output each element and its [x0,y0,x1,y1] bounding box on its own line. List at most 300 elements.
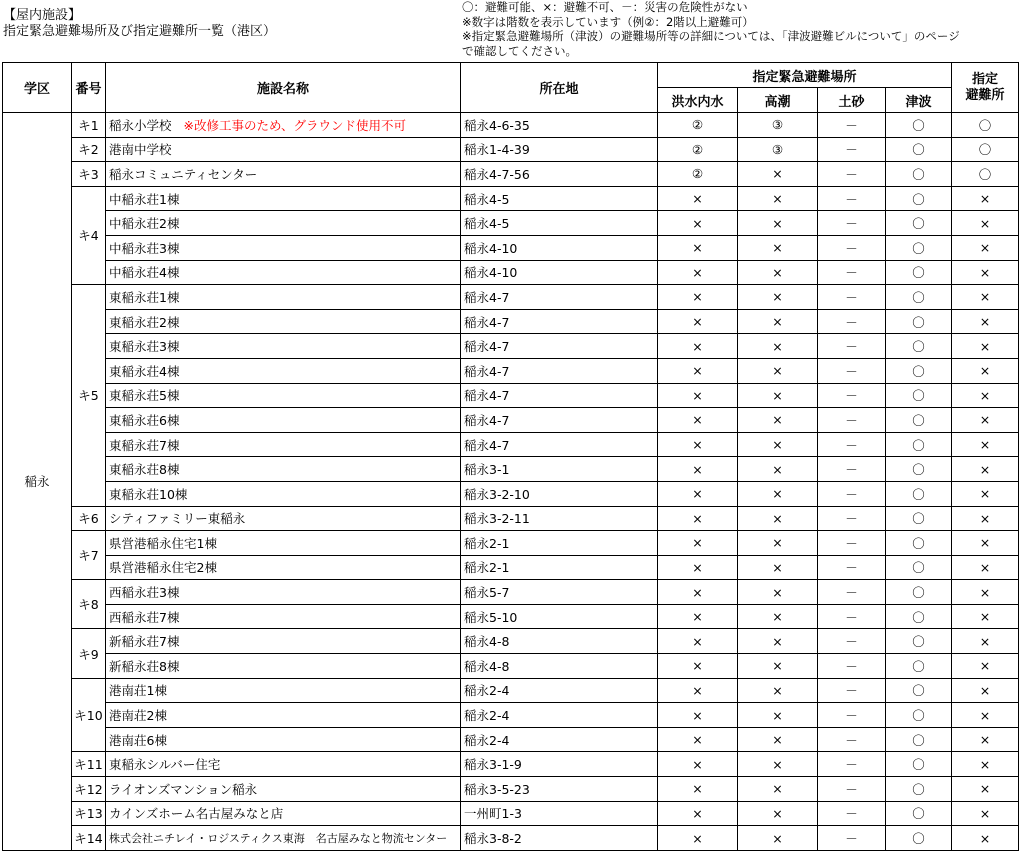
legend-note: で確認してください。 [462,43,577,58]
col-storm-surge-header: 高潮 [738,88,818,113]
flood-cell: × [658,186,738,211]
address-cell: 稲永2-4 [461,703,658,728]
landslide-cell: － [818,580,886,605]
landslide-cell: － [818,457,886,482]
landslide-cell: － [818,703,886,728]
table-row [3,703,1019,728]
facility-name: 東稲永荘6棟 [109,412,180,428]
facility-name: 中稲永荘2棟 [109,216,180,232]
facility-name: 西稲永荘3棟 [109,585,180,601]
facility-name: 中稲永荘1棟 [109,191,180,207]
legend-note: ※指定緊急避難場所（津波）の避難場所等の詳細については、「津波避難ビルについて」のページ [462,29,960,44]
landslide-cell: － [818,506,886,531]
storm-surge-cell: × [738,260,818,285]
col-number-header: 番号 [72,63,106,113]
facility-name-cell [106,703,461,728]
designated-shelter-cell: × [952,408,1019,433]
shelter-header-line2: 避難所 [965,87,1005,103]
storm-surge-cell: × [738,285,818,310]
facility-name: 東稲永荘2棟 [109,314,180,330]
facility-name: 港南荘2棟 [109,708,167,724]
storm-surge-cell: ③ [738,113,818,138]
flood-cell: × [658,358,738,383]
table-row [3,531,1019,556]
landslide-cell: － [818,432,886,457]
address-cell: 稲永4-8 [461,654,658,679]
address-cell: 稲永4-7 [461,334,658,359]
tsunami-cell: 〇 [886,801,952,826]
landslide-cell: － [818,727,886,752]
address-cell: 稲永4-7-56 [461,162,658,187]
address-cell: 一州町1-3 [461,801,658,826]
facility-name-cell [106,654,461,679]
table-row [3,727,1019,752]
facility-name: 東稲永荘5棟 [109,388,180,404]
table-body [3,113,1019,851]
tsunami-cell: 〇 [886,358,952,383]
storm-surge-cell: × [738,555,818,580]
landslide-cell: － [818,334,886,359]
number-cell: キ2 [72,137,106,162]
table-row [3,408,1019,433]
storm-surge-cell: × [738,162,818,187]
facility-name: 港南中学校 [109,142,172,158]
number-cell: キ12 [72,777,106,802]
tsunami-cell: 〇 [886,285,952,310]
flood-cell: × [658,826,738,851]
col-facility-header: 施設名称 [106,63,461,113]
flood-cell: × [658,727,738,752]
address-cell: 稲永2-4 [461,678,658,703]
facility-name-cell [106,186,461,211]
landslide-cell: － [818,235,886,260]
designated-shelter-cell: × [952,260,1019,285]
legend-notes [462,0,1017,58]
designated-shelter-cell: 〇 [952,137,1019,162]
tsunami-cell: 〇 [886,137,952,162]
facility-name-cell [106,432,461,457]
table-row [3,555,1019,580]
landslide-cell: － [818,654,886,679]
address-cell: 稲永3-2-11 [461,506,658,531]
storm-surge-cell: × [738,777,818,802]
landslide-cell: － [818,162,886,187]
storm-surge-cell: × [738,309,818,334]
col-landslide-header: 土砂 [818,88,886,113]
tsunami-cell: 〇 [886,408,952,433]
flood-cell: ② [658,162,738,187]
address-cell: 稲永4-7 [461,432,658,457]
tsunami-cell: 〇 [886,654,952,679]
designated-shelter-cell: × [952,654,1019,679]
storm-surge-cell: × [738,654,818,679]
tsunami-cell: 〇 [886,678,952,703]
number-cell: キ4 [72,186,106,284]
tsunami-cell: 〇 [886,777,952,802]
facility-name: 中稲永荘4棟 [109,265,180,281]
flood-cell: ② [658,113,738,138]
number-cell: キ5 [72,285,106,506]
table-row [3,309,1019,334]
flood-cell: ② [658,137,738,162]
tsunami-cell: 〇 [886,186,952,211]
address-cell: 稲永5-7 [461,580,658,605]
designated-shelter-cell: × [952,334,1019,359]
landslide-cell: － [818,358,886,383]
col-district-header: 学区 [3,63,72,113]
landslide-cell: － [818,383,886,408]
facility-name-cell [106,211,461,236]
page-title: 指定緊急避難場所及び指定避難所一覧（港区） [3,24,277,39]
tsunami-cell: 〇 [886,481,952,506]
facility-name-cell [106,408,461,433]
table-row [3,481,1019,506]
facility-name: 稲永小学校 [109,117,172,133]
storm-surge-cell: × [738,432,818,457]
facility-name-cell [106,727,461,752]
flood-cell: × [658,654,738,679]
table-row [3,137,1019,162]
designated-shelter-cell: × [952,457,1019,482]
landslide-cell: － [818,629,886,654]
facility-name: 中稲永荘3棟 [109,240,180,256]
col-flood-header: 洪水内水 [658,88,738,113]
table-row [3,186,1019,211]
facility-name: 株式会社ニチレイ・ロジスティクス東海 名古屋みなと物流センター [109,832,448,846]
flood-cell: × [658,678,738,703]
landslide-cell: － [818,408,886,433]
facility-name: 県営港稲永住宅1棟 [109,535,217,551]
facility-name-cell [106,334,461,359]
storm-surge-cell: × [738,408,818,433]
number-cell: キ14 [72,826,106,851]
facility-name: カインズホーム名古屋みなと店 [109,806,284,822]
facility-name-cell [106,531,461,556]
facility-name-cell [106,481,461,506]
storm-surge-cell: × [738,531,818,556]
landslide-cell: － [818,137,886,162]
storm-surge-cell: ③ [738,137,818,162]
flood-cell: × [658,506,738,531]
flood-cell: × [658,629,738,654]
flood-cell: × [658,604,738,629]
table-row [3,826,1019,851]
flood-cell: × [658,555,738,580]
landslide-cell: － [818,604,886,629]
tsunami-cell: 〇 [886,235,952,260]
facility-name-cell [106,506,461,531]
facility-name: 東稲永荘10棟 [109,486,188,502]
facility-name: シティファミリー東稲永 [109,511,246,527]
table-row [3,432,1019,457]
tsunami-cell: 〇 [886,113,952,138]
col-address-header: 所在地 [461,63,658,113]
storm-surge-cell: × [738,752,818,777]
flood-cell: × [658,580,738,605]
legend-note: ※数字は階数を表示しています（例②：2階以上避難可） [462,14,754,29]
shelter-header-line1: 指定 [972,71,999,87]
facility-name: 新稲永荘7棟 [109,634,180,650]
number-cell: キ6 [72,506,106,531]
facility-name-cell [106,162,461,187]
tsunami-cell: 〇 [886,555,952,580]
tsunami-cell: 〇 [886,162,952,187]
number-cell: キ7 [72,531,106,580]
storm-surge-cell: × [738,481,818,506]
facility-name-cell [106,801,461,826]
designated-shelter-cell: × [952,531,1019,556]
number-cell: キ1 [72,113,106,138]
address-cell: 稲永4-7 [461,383,658,408]
landslide-cell: － [818,555,886,580]
designated-shelter-cell: × [952,211,1019,236]
number-cell: キ10 [72,678,106,752]
designated-shelter-cell: × [952,678,1019,703]
address-cell: 稲永5-10 [461,604,658,629]
address-cell: 稲永2-1 [461,531,658,556]
landslide-cell: － [818,309,886,334]
table-row [3,506,1019,531]
storm-surge-cell: × [738,629,818,654]
designated-shelter-cell: × [952,555,1019,580]
table-row [3,211,1019,236]
designated-shelter-cell: × [952,801,1019,826]
section-label: 【屋内施設】 [3,8,82,23]
tsunami-cell: 〇 [886,260,952,285]
landslide-cell: － [818,801,886,826]
designated-shelter-cell: × [952,235,1019,260]
address-cell: 稲永4-5 [461,211,658,236]
number-cell: キ8 [72,580,106,629]
facility-name: 県営港稲永住宅2棟 [109,560,217,576]
address-cell: 稲永3-1-9 [461,752,658,777]
designated-shelter-cell: × [952,358,1019,383]
flood-cell: × [658,703,738,728]
designated-shelter-cell: × [952,629,1019,654]
facility-name: 東稲永シルバー住宅 [109,757,221,773]
emergency-shelter-group-header: 指定緊急避難場所 [658,63,952,88]
tsunami-cell: 〇 [886,432,952,457]
tsunami-cell: 〇 [886,703,952,728]
flood-cell: × [658,752,738,777]
address-cell: 稲永3-1 [461,457,658,482]
facility-name-cell [106,457,461,482]
facility-name: 東稲永荘3棟 [109,339,180,355]
designated-shelter-cell: × [952,777,1019,802]
table-row [3,334,1019,359]
facility-name-cell [106,629,461,654]
landslide-cell: － [818,531,886,556]
facility-name-cell [106,235,461,260]
col-designated-shelter-header [952,63,1019,113]
facility-name-cell [106,752,461,777]
designated-shelter-cell: × [952,432,1019,457]
tsunami-cell: 〇 [886,580,952,605]
flood-cell: × [658,383,738,408]
facility-name-cell [106,137,461,162]
facility-name-cell [106,826,461,851]
landslide-cell: － [818,186,886,211]
tsunami-cell: 〇 [886,752,952,777]
facility-name-cell [106,113,461,138]
table-row [3,235,1019,260]
facility-name-cell [106,285,461,310]
facility-name: 東稲永荘4棟 [109,363,180,379]
tsunami-cell: 〇 [886,383,952,408]
address-cell: 稲永4-7 [461,285,658,310]
table-row [3,260,1019,285]
landslide-cell: － [818,260,886,285]
landslide-cell: － [818,285,886,310]
address-cell: 稲永4-10 [461,260,658,285]
tsunami-cell: 〇 [886,211,952,236]
facility-name-cell [106,604,461,629]
address-cell: 稲永3-5-23 [461,777,658,802]
facility-name: 稲永コミュニティセンター [109,166,258,182]
designated-shelter-cell: × [952,309,1019,334]
designated-shelter-cell: × [952,383,1019,408]
facility-name: 港南荘1棟 [109,683,167,699]
table-row [3,678,1019,703]
designated-shelter-cell: × [952,703,1019,728]
flood-cell: × [658,801,738,826]
storm-surge-cell: × [738,211,818,236]
designated-shelter-cell: × [952,604,1019,629]
document-header [3,8,276,40]
storm-surge-cell: × [738,186,818,211]
facility-name: 東稲永荘8棟 [109,462,180,478]
table-row [3,752,1019,777]
tsunami-cell: 〇 [886,604,952,629]
designated-shelter-cell: × [952,285,1019,310]
district-cell: 稲永 [3,113,72,851]
flood-cell: × [658,432,738,457]
tsunami-cell: 〇 [886,334,952,359]
flood-cell: × [658,309,738,334]
landslide-cell: － [818,777,886,802]
address-cell: 稲永1-4-39 [461,137,658,162]
address-cell: 稲永4-7 [461,309,658,334]
table-row [3,285,1019,310]
tsunami-cell: 〇 [886,531,952,556]
facility-name: 東稲永荘7棟 [109,437,180,453]
number-cell: キ11 [72,752,106,777]
storm-surge-cell: × [738,801,818,826]
flood-cell: × [658,334,738,359]
tsunami-cell: 〇 [886,629,952,654]
storm-surge-cell: × [738,727,818,752]
designated-shelter-cell: × [952,727,1019,752]
flood-cell: × [658,457,738,482]
address-cell: 稲永4-8 [461,629,658,654]
landslide-cell: － [818,481,886,506]
storm-surge-cell: × [738,457,818,482]
table-row [3,801,1019,826]
designated-shelter-cell: × [952,826,1019,851]
address-cell: 稲永4-7 [461,358,658,383]
table-row [3,580,1019,605]
address-cell: 稲永4-10 [461,235,658,260]
facility-name: 新稲永荘8棟 [109,658,180,674]
storm-surge-cell: × [738,678,818,703]
flood-cell: × [658,235,738,260]
tsunami-cell: 〇 [886,506,952,531]
shelter-table [2,62,1019,851]
address-cell: 稲永3-8-2 [461,826,658,851]
table-row [3,358,1019,383]
storm-surge-cell: × [738,604,818,629]
flood-cell: × [658,481,738,506]
storm-surge-cell: × [738,703,818,728]
address-cell: 稲永4-6-35 [461,113,658,138]
facility-name: 東稲永荘1棟 [109,289,180,305]
table-row [3,654,1019,679]
table-row [3,629,1019,654]
number-cell: キ3 [72,162,106,187]
facility-name-cell [106,678,461,703]
storm-surge-cell: × [738,358,818,383]
flood-cell: × [658,260,738,285]
flood-cell: × [658,408,738,433]
flood-cell: × [658,531,738,556]
tsunami-cell: 〇 [886,309,952,334]
legend-note: 〇：避難可能、×：避難不可、－：災害の危険性がない [462,0,748,14]
designated-shelter-cell: × [952,580,1019,605]
number-cell: キ9 [72,629,106,678]
landslide-cell: － [818,113,886,138]
facility-name: 西稲永荘7棟 [109,609,180,625]
facility-name-cell [106,309,461,334]
tsunami-cell: 〇 [886,727,952,752]
address-cell: 稲永4-5 [461,186,658,211]
landslide-cell: － [818,752,886,777]
facility-name: 港南荘6棟 [109,732,167,748]
designated-shelter-cell: × [952,186,1019,211]
facility-name-cell [106,260,461,285]
flood-cell: × [658,777,738,802]
landslide-cell: － [818,826,886,851]
facility-name: ライオンズマンション稲永 [109,781,258,797]
address-cell: 稲永4-7 [461,408,658,433]
designated-shelter-cell: 〇 [952,113,1019,138]
landslide-cell: － [818,678,886,703]
table-row [3,457,1019,482]
table-row [3,113,1019,138]
storm-surge-cell: × [738,580,818,605]
storm-surge-cell: × [738,506,818,531]
facility-name-cell [106,580,461,605]
designated-shelter-cell: × [952,752,1019,777]
designated-shelter-cell: × [952,481,1019,506]
facility-name-cell [106,555,461,580]
address-cell: 稲永3-2-10 [461,481,658,506]
table-row [3,604,1019,629]
landslide-cell: － [818,211,886,236]
facility-name-cell [106,358,461,383]
table-row [3,162,1019,187]
designated-shelter-cell: 〇 [952,162,1019,187]
col-tsunami-header: 津波 [886,88,952,113]
address-cell: 稲永2-1 [461,555,658,580]
tsunami-cell: 〇 [886,457,952,482]
facility-name-cell [106,383,461,408]
designated-shelter-cell: × [952,506,1019,531]
storm-surge-cell: × [738,826,818,851]
facility-warning-note: ※改修工事のため、グラウンド使用不可 [183,117,406,133]
storm-surge-cell: × [738,235,818,260]
tsunami-cell: 〇 [886,826,952,851]
flood-cell: × [658,285,738,310]
